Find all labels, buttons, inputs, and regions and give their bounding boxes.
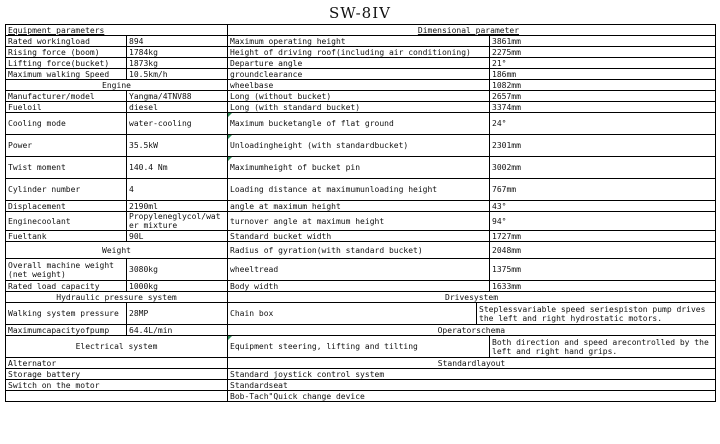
dim-label: Unloadingheight (with standardbucket) xyxy=(228,135,490,157)
table-row xyxy=(6,157,716,179)
param-value: 90L xyxy=(127,231,228,242)
dim-label: Maximumheight of bucket pin xyxy=(228,157,490,179)
dim-value: 3002mm xyxy=(490,157,716,179)
dim-label: Body width xyxy=(228,281,490,292)
param-label: Manufacturer/model xyxy=(6,91,127,102)
param-value: Propyleneglycol/water mixture xyxy=(127,212,228,231)
dim-label: Standard bucket width xyxy=(228,231,490,242)
table-row xyxy=(6,91,716,102)
electrical-system: Electrical system xyxy=(6,336,228,358)
param-value: 894 xyxy=(127,36,228,47)
dim-value: 1375mm xyxy=(490,259,716,281)
dim-value: 2275mm xyxy=(490,47,716,58)
table-row xyxy=(6,135,716,157)
sheet-title: SW-8IV xyxy=(329,4,391,22)
param-value: 4 xyxy=(127,179,228,201)
dim-label: angle at maximum height xyxy=(228,201,490,212)
param-label: Rated workingload xyxy=(6,36,127,47)
bobtach-device: Bob-Tach"Quick change device xyxy=(228,391,716,402)
empty-cell xyxy=(6,391,228,402)
dim-label: groundclearance xyxy=(228,69,490,80)
dim-label: turnover angle at maximum height xyxy=(228,212,490,231)
param-label: Overall machine weight (net weight) xyxy=(6,259,127,281)
param-label: Lifting force(bucket) xyxy=(6,58,127,69)
table-row xyxy=(6,303,716,325)
drive-header: Drivesystem xyxy=(228,292,716,303)
steering-label: Equipment steering, lifting and tilting xyxy=(228,336,490,358)
dim-label: Maximum bucketangle of flat ground xyxy=(228,113,490,135)
table-row xyxy=(6,201,716,212)
table-row xyxy=(6,58,716,69)
table-row xyxy=(6,281,716,292)
param-label: Power xyxy=(6,135,127,157)
dim-value: 2301mm xyxy=(490,135,716,157)
table-row xyxy=(6,391,716,402)
spec-table xyxy=(5,24,716,402)
param-value: diesel xyxy=(127,102,228,113)
motor-switch: Switch on the motor xyxy=(6,380,228,391)
table-row xyxy=(6,380,716,391)
dim-value: 2048mm xyxy=(490,242,716,259)
dim-value: 186mm xyxy=(490,69,716,80)
table-row xyxy=(6,25,716,36)
param-label: Rising force (boom) xyxy=(6,47,127,58)
table-row xyxy=(6,102,716,113)
drive-text: Steplessvariable speed seriespiston pump drives the left and right hydrostatic motors. xyxy=(477,303,716,325)
param-value: 35.5kW xyxy=(127,135,228,157)
operator-header: Operatorschema xyxy=(228,325,716,336)
steering-text: Both direction and speed arecontrolled by the left and right hand grips. xyxy=(490,336,716,358)
section-label: Engine xyxy=(6,80,228,91)
dim-label: Loading distance at maximumunloading height xyxy=(228,179,490,201)
chain-box: Chain box xyxy=(228,303,477,325)
param-value: 140.4 Nm xyxy=(127,157,228,179)
param-value: 1000kg xyxy=(127,281,228,292)
dim-value: 24° xyxy=(490,113,716,135)
table-row xyxy=(6,242,716,259)
table-row xyxy=(6,80,716,91)
walking-label: Walking system pressure xyxy=(6,303,127,325)
dim-label: wheeltread xyxy=(228,259,490,281)
param-value: water-cooling xyxy=(127,113,228,135)
param-value: 10.5km/h xyxy=(127,69,228,80)
dim-value: 21° xyxy=(490,58,716,69)
param-label: Displacement xyxy=(6,201,127,212)
table-row xyxy=(6,292,716,303)
param-label: Fueltank xyxy=(6,231,127,242)
table-row xyxy=(6,336,716,358)
param-label: Cylinder number xyxy=(6,179,127,201)
dim-value: 2657mm xyxy=(490,91,716,102)
hydraulic-header: Hydraulic pressure system xyxy=(6,292,228,303)
dim-value: 1082mm xyxy=(490,80,716,91)
dim-label: Radius of gyration(with standard bucket) xyxy=(228,242,490,259)
dimensional-header: Dimensional parameter xyxy=(228,25,716,36)
pump-label: Maximumcapacityofpump xyxy=(6,325,127,336)
table-row xyxy=(6,358,716,369)
table-row xyxy=(6,212,716,231)
param-label: Twist moment xyxy=(6,157,127,179)
dim-label: Long (without bucket) xyxy=(228,91,490,102)
param-value: 1873kg xyxy=(127,58,228,69)
param-label: Fueloil xyxy=(6,102,127,113)
param-label: Enginecoolant xyxy=(6,212,127,231)
table-row xyxy=(6,325,716,336)
walking-value: 28MP xyxy=(127,303,228,325)
storage-battery: Storage battery xyxy=(6,369,228,380)
param-label: Maximum walking Speed xyxy=(6,69,127,80)
table-row xyxy=(6,113,716,135)
dim-value: 3861mm xyxy=(490,36,716,47)
table-row xyxy=(6,369,716,380)
param-label: Cooling mode xyxy=(6,113,127,135)
standard-seat: Standardseat xyxy=(228,380,716,391)
param-value: 3080kg xyxy=(127,259,228,281)
dim-value: 767mm xyxy=(490,179,716,201)
param-value: Yangma/4TNV88 xyxy=(127,91,228,102)
table-row xyxy=(6,179,716,201)
standard-header: Standardlayout xyxy=(228,358,716,369)
table-row xyxy=(6,47,716,58)
table-row xyxy=(6,259,716,281)
table-row xyxy=(6,231,716,242)
table-row xyxy=(6,69,716,80)
param-value: 1784kg xyxy=(127,47,228,58)
joystick-control: Standard joystick control system xyxy=(228,369,716,380)
pump-value: 64.4L/min xyxy=(127,325,228,336)
alternator: Alternator xyxy=(6,358,228,369)
dim-label: Departure angle xyxy=(228,58,490,69)
dim-value: 94° xyxy=(490,212,716,231)
dim-value: 3374mm xyxy=(490,102,716,113)
dim-label: Height of driving roof(including air conditioning) xyxy=(228,47,490,58)
param-value: 2190ml xyxy=(127,201,228,212)
equipment-header: Equipment parameters xyxy=(6,25,228,36)
dim-value: 43° xyxy=(490,201,716,212)
section-label: Weight xyxy=(6,242,228,259)
dim-label: wheelbase xyxy=(228,80,490,91)
dim-value: 1633mm xyxy=(490,281,716,292)
dim-value: 1727mm xyxy=(490,231,716,242)
dim-label: Maximum operating height xyxy=(228,36,490,47)
param-label: Rated load capacity xyxy=(6,281,127,292)
table-row xyxy=(6,36,716,47)
dim-label: Long (with standard bucket) xyxy=(228,102,490,113)
